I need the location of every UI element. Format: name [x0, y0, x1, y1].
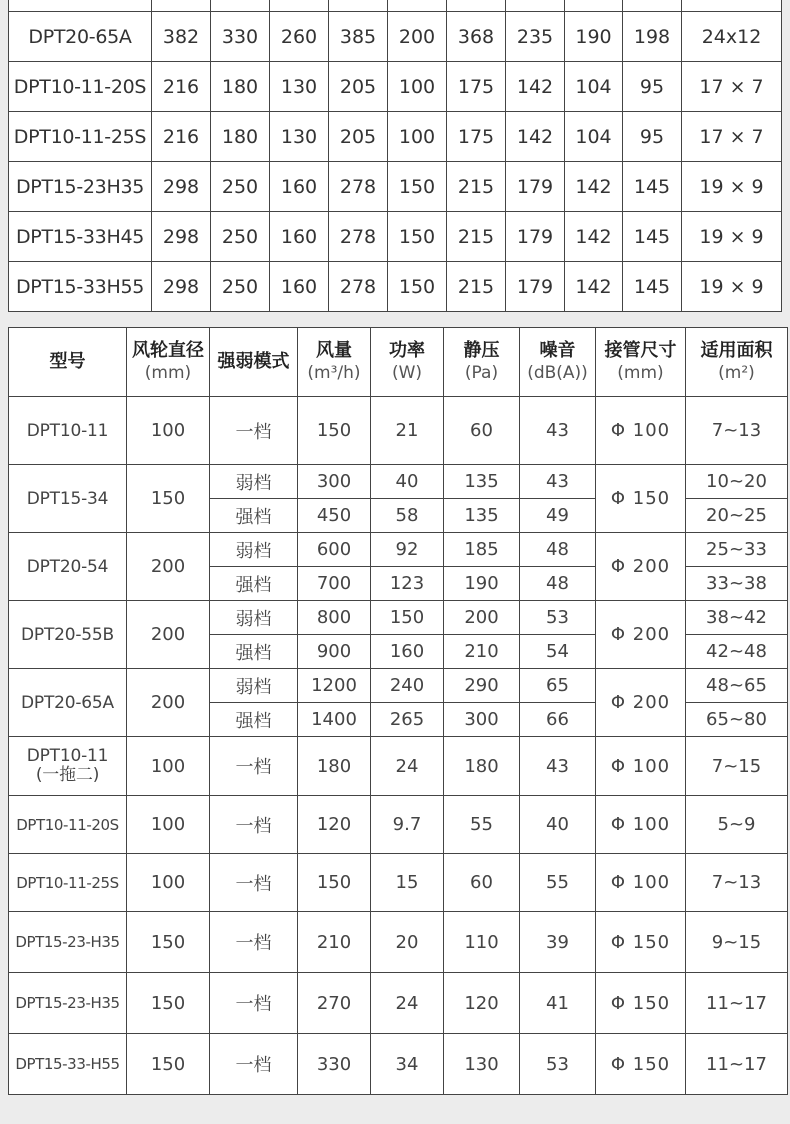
product-model: DPT20-54: [26, 556, 109, 577]
noise-cell: 66: [520, 703, 596, 737]
power-cell: 265: [371, 703, 444, 737]
dimension-table-row: [9, 62, 782, 112]
dimension-table: [8, 0, 782, 312]
header-noise: 噪音 (dB(A)): [520, 328, 596, 397]
dimension-value-cell: 250: [211, 162, 270, 212]
area-cell: 9~15: [686, 912, 788, 973]
dimension-value-cell: 142: [565, 162, 623, 212]
noise-cell: 39: [520, 912, 596, 973]
dimension-value-cell: 150: [388, 212, 447, 262]
dimension-value-cell: 145: [623, 162, 682, 212]
spec-table-row: [9, 854, 788, 912]
airflow-cell: 1400: [298, 703, 371, 737]
dimension-value-cell: 260: [270, 12, 329, 62]
spec-table-row: [9, 737, 788, 796]
power-cell: 160: [371, 635, 444, 669]
dimension-value-cell: 95: [623, 62, 682, 112]
airflow-cell: 900: [298, 635, 371, 669]
airflow-cell: 600: [298, 533, 371, 567]
noise-cell: 65: [520, 669, 596, 703]
dimension-table-row: [9, 262, 782, 312]
pressure-cell: 110: [444, 912, 520, 973]
dimension-value-cell: 215: [447, 262, 506, 312]
dimension-value-cell: 179: [506, 162, 565, 212]
impeller-cell: 100: [127, 397, 210, 465]
header-mode: 强弱模式: [210, 328, 298, 397]
pressure-cell: 135: [444, 465, 520, 499]
airflow-cell: 270: [298, 973, 371, 1034]
mode-cell: 一档: [210, 854, 298, 912]
pressure-cell: 190: [444, 567, 520, 601]
area-cell: 20~25: [686, 499, 788, 533]
mode-cell: 弱档: [210, 601, 298, 635]
noise-cell: 40: [520, 796, 596, 854]
dimension-value-cell: 150: [388, 162, 447, 212]
area-cell: 5~9: [686, 796, 788, 854]
product-model: DPT10-11-20S: [16, 815, 119, 834]
power-cell: 21: [371, 397, 444, 465]
pressure-cell: 290: [444, 669, 520, 703]
dimension-value-cell: 216: [152, 112, 211, 162]
dimension-value-cell: 250: [211, 212, 270, 262]
impeller-cell: 150: [127, 912, 210, 973]
dimension-value-cell: 179: [506, 212, 565, 262]
impeller-cell: 100: [127, 737, 210, 796]
product-model: DPT20-65A: [21, 692, 114, 713]
mode-cell: 弱档: [210, 669, 298, 703]
spec-table-row: [9, 669, 788, 703]
product-model-cell: [9, 973, 127, 1034]
dimension-value-cell: 180: [211, 112, 270, 162]
dimension-model-cell: DPT15-33H45: [9, 212, 152, 262]
area-cell: 33~38: [686, 567, 788, 601]
area-cell: 48~65: [686, 669, 788, 703]
power-cell: 92: [371, 533, 444, 567]
dimension-value-cell: 142: [565, 262, 623, 312]
dimension-value-cell: 278: [329, 262, 388, 312]
dimension-value-cell: 160: [270, 212, 329, 262]
impeller-cell: 150: [127, 973, 210, 1034]
pipe-size-cell: Φ 100: [596, 854, 686, 912]
spec-table-header: [9, 328, 788, 397]
product-model: DPT15-23-H35: [15, 933, 120, 951]
dimension-value-cell: 100: [388, 112, 447, 162]
airflow-cell: 450: [298, 499, 371, 533]
dimension-value-cell: 19 × 9: [682, 212, 782, 262]
product-model: DPT10-11-25S: [16, 873, 119, 892]
product-model-cell: [9, 465, 127, 533]
pressure-cell: 120: [444, 973, 520, 1034]
noise-cell: 53: [520, 601, 596, 635]
pipe-size-cell: Φ 100: [596, 737, 686, 796]
power-cell: 40: [371, 465, 444, 499]
mode-cell: 弱档: [210, 465, 298, 499]
product-model: DPT20-55B: [21, 624, 114, 645]
dimension-value-cell: 235: [506, 12, 565, 62]
spec-table-row: [9, 601, 788, 635]
dimension-model-cell: DPT10-11-20S: [9, 62, 152, 112]
power-cell: 34: [371, 1034, 444, 1095]
dimension-model-cell: DPT20-65A: [9, 12, 152, 62]
product-model-cell: [9, 533, 127, 601]
power-cell: 150: [371, 601, 444, 635]
dimension-value-cell: 250: [211, 262, 270, 312]
impeller-cell: 150: [127, 1034, 210, 1095]
product-model-cell: [9, 601, 127, 669]
header-power: 功率 (W): [371, 328, 444, 397]
dimension-value-cell: 145: [623, 212, 682, 262]
area-cell: 42~48: [686, 635, 788, 669]
product-model-cell: [9, 854, 127, 912]
airflow-cell: 210: [298, 912, 371, 973]
product-model: DPT10-11: [26, 420, 109, 441]
dimension-value-cell: 175: [447, 112, 506, 162]
noise-cell: 55: [520, 854, 596, 912]
area-cell: 65~80: [686, 703, 788, 737]
spec-table-row: [9, 533, 788, 567]
area-cell: 7~13: [686, 854, 788, 912]
mode-cell: 强档: [210, 703, 298, 737]
pipe-size-cell: Φ 150: [596, 1034, 686, 1095]
dimension-value-cell: 200: [388, 12, 447, 62]
dimension-value-cell: 330: [211, 12, 270, 62]
dimension-value-cell: 190: [565, 12, 623, 62]
noise-cell: 53: [520, 1034, 596, 1095]
airflow-cell: 1200: [298, 669, 371, 703]
product-model-cell: [9, 1034, 127, 1095]
mode-cell: 弱档: [210, 533, 298, 567]
product-model-cell: [9, 796, 127, 854]
dimension-value-cell: 215: [447, 162, 506, 212]
power-cell: 58: [371, 499, 444, 533]
product-model-cell: [9, 912, 127, 973]
spec-table-body: [9, 397, 788, 1095]
dimension-table-row: [9, 112, 782, 162]
pressure-cell: 60: [444, 854, 520, 912]
power-cell: 15: [371, 854, 444, 912]
impeller-cell: 100: [127, 796, 210, 854]
dimension-value-cell: 100: [388, 62, 447, 112]
noise-cell: 54: [520, 635, 596, 669]
product-model: DPT15-34: [26, 488, 109, 509]
impeller-cell: 200: [127, 533, 210, 601]
dimension-model-cell: DPT15-23H35: [9, 162, 152, 212]
airflow-cell: 120: [298, 796, 371, 854]
pressure-cell: 300: [444, 703, 520, 737]
dimension-value-cell: 205: [329, 62, 388, 112]
spec-table-row: [9, 1034, 788, 1095]
dimension-value-cell: 180: [211, 62, 270, 112]
dimension-value-cell: 104: [565, 62, 623, 112]
mode-cell: 一档: [210, 397, 298, 465]
dimension-value-cell: 179: [506, 262, 565, 312]
area-cell: 25~33: [686, 533, 788, 567]
power-cell: 24: [371, 973, 444, 1034]
power-cell: 9.7: [371, 796, 444, 854]
dimension-value-cell: 17 × 7: [682, 112, 782, 162]
header-pipe: 接管尺寸 (mm): [596, 328, 686, 397]
noise-cell: 43: [520, 397, 596, 465]
pressure-cell: 185: [444, 533, 520, 567]
spec-table-row: [9, 796, 788, 854]
impeller-cell: 200: [127, 601, 210, 669]
dimension-value-cell: 17 × 7: [682, 62, 782, 112]
mode-cell: 强档: [210, 567, 298, 601]
dimension-value-cell: 205: [329, 112, 388, 162]
product-model: DPT15-33-H55: [15, 1055, 120, 1073]
pressure-cell: 180: [444, 737, 520, 796]
pressure-cell: 200: [444, 601, 520, 635]
dimension-value-cell: 198: [623, 12, 682, 62]
product-model-note: (一拖二): [35, 765, 100, 785]
area-cell: 11~17: [686, 973, 788, 1034]
pressure-cell: 130: [444, 1034, 520, 1095]
noise-cell: 43: [520, 737, 596, 796]
dimension-value-cell: 160: [270, 162, 329, 212]
dimension-model-cell: DPT10-11-25S: [9, 112, 152, 162]
dimension-value-cell: 215: [447, 212, 506, 262]
header-pressure: 静压 (Pa): [444, 328, 520, 397]
power-cell: 20: [371, 912, 444, 973]
dimension-table-row: [9, 12, 782, 62]
dimension-value-cell: 104: [565, 112, 623, 162]
product-model-cell: [9, 737, 127, 796]
pipe-size-cell: Φ 200: [596, 669, 686, 737]
airflow-cell: 150: [298, 397, 371, 465]
mode-cell: 一档: [210, 737, 298, 796]
dimension-value-cell: 278: [329, 212, 388, 262]
airflow-cell: 300: [298, 465, 371, 499]
mode-cell: 一档: [210, 912, 298, 973]
impeller-cell: 150: [127, 465, 210, 533]
area-cell: 7~15: [686, 737, 788, 796]
dimension-value-cell: 385: [329, 12, 388, 62]
dimension-value-cell: 130: [270, 62, 329, 112]
airflow-cell: 800: [298, 601, 371, 635]
airflow-cell: 330: [298, 1034, 371, 1095]
header-impeller: 风轮直径 (mm): [127, 328, 210, 397]
dimension-table-body: [9, 0, 782, 312]
mode-cell: 一档: [210, 1034, 298, 1095]
area-cell: 11~17: [686, 1034, 788, 1095]
product-model: DPT15-23-H35: [15, 994, 120, 1012]
dimension-model-cell: DPT15-33H55: [9, 262, 152, 312]
impeller-cell: 100: [127, 854, 210, 912]
product-model-cell: [9, 669, 127, 737]
pipe-size-cell: Φ 150: [596, 912, 686, 973]
dimension-table-row: [9, 162, 782, 212]
noise-cell: 48: [520, 533, 596, 567]
power-cell: 240: [371, 669, 444, 703]
airflow-cell: 150: [298, 854, 371, 912]
mode-cell: 强档: [210, 635, 298, 669]
dimension-value-cell: 216: [152, 62, 211, 112]
dimension-value-cell: 24x12: [682, 12, 782, 62]
pressure-cell: 60: [444, 397, 520, 465]
spec-table-row: [9, 465, 788, 499]
area-cell: 10~20: [686, 465, 788, 499]
dimension-value-cell: 298: [152, 162, 211, 212]
pressure-cell: 210: [444, 635, 520, 669]
pipe-size-cell: Φ 100: [596, 796, 686, 854]
dimension-value-cell: 368: [447, 12, 506, 62]
mode-cell: 一档: [210, 973, 298, 1034]
noise-cell: 49: [520, 499, 596, 533]
header-airflow: 风量 (m³/h): [298, 328, 371, 397]
dimension-value-cell: 142: [565, 212, 623, 262]
noise-cell: 41: [520, 973, 596, 1034]
dimension-table-row: [9, 212, 782, 262]
power-cell: 123: [371, 567, 444, 601]
dimension-value-cell: 160: [270, 262, 329, 312]
dimension-value-cell: 145: [623, 262, 682, 312]
dimension-value-cell: 19 × 9: [682, 162, 782, 212]
dimension-value-cell: 19 × 9: [682, 262, 782, 312]
impeller-cell: 200: [127, 669, 210, 737]
mode-cell: 强档: [210, 499, 298, 533]
dimension-value-cell: 175: [447, 62, 506, 112]
pipe-size-cell: Φ 150: [596, 973, 686, 1034]
dimension-value-cell: 150: [388, 262, 447, 312]
area-cell: 38~42: [686, 601, 788, 635]
dimension-value-cell: 298: [152, 262, 211, 312]
pipe-size-cell: Φ 150: [596, 465, 686, 533]
pipe-size-cell: Φ 200: [596, 533, 686, 601]
header-model: 型号: [9, 328, 127, 397]
spec-table: [8, 327, 788, 1095]
product-model: DPT10-11: [26, 746, 109, 767]
pipe-size-cell: Φ 100: [596, 397, 686, 465]
dimension-value-cell: 95: [623, 112, 682, 162]
pressure-cell: 55: [444, 796, 520, 854]
airflow-cell: 180: [298, 737, 371, 796]
pipe-size-cell: Φ 200: [596, 601, 686, 669]
dimension-value-cell: 298: [152, 212, 211, 262]
dimension-value-cell: 278: [329, 162, 388, 212]
dimension-table-header-stub: [9, 0, 782, 12]
power-cell: 24: [371, 737, 444, 796]
mode-cell: 一档: [210, 796, 298, 854]
noise-cell: 43: [520, 465, 596, 499]
spec-table-row: [9, 397, 788, 465]
spec-table-row: [9, 973, 788, 1034]
dimension-value-cell: 130: [270, 112, 329, 162]
product-model-cell: [9, 397, 127, 465]
dimension-value-cell: 142: [506, 112, 565, 162]
spec-table-row: [9, 912, 788, 973]
noise-cell: 48: [520, 567, 596, 601]
header-area: 适用面积 (m²): [686, 328, 788, 397]
pressure-cell: 135: [444, 499, 520, 533]
dimension-value-cell: 142: [506, 62, 565, 112]
area-cell: 7~13: [686, 397, 788, 465]
dimension-value-cell: 382: [152, 12, 211, 62]
airflow-cell: 700: [298, 567, 371, 601]
